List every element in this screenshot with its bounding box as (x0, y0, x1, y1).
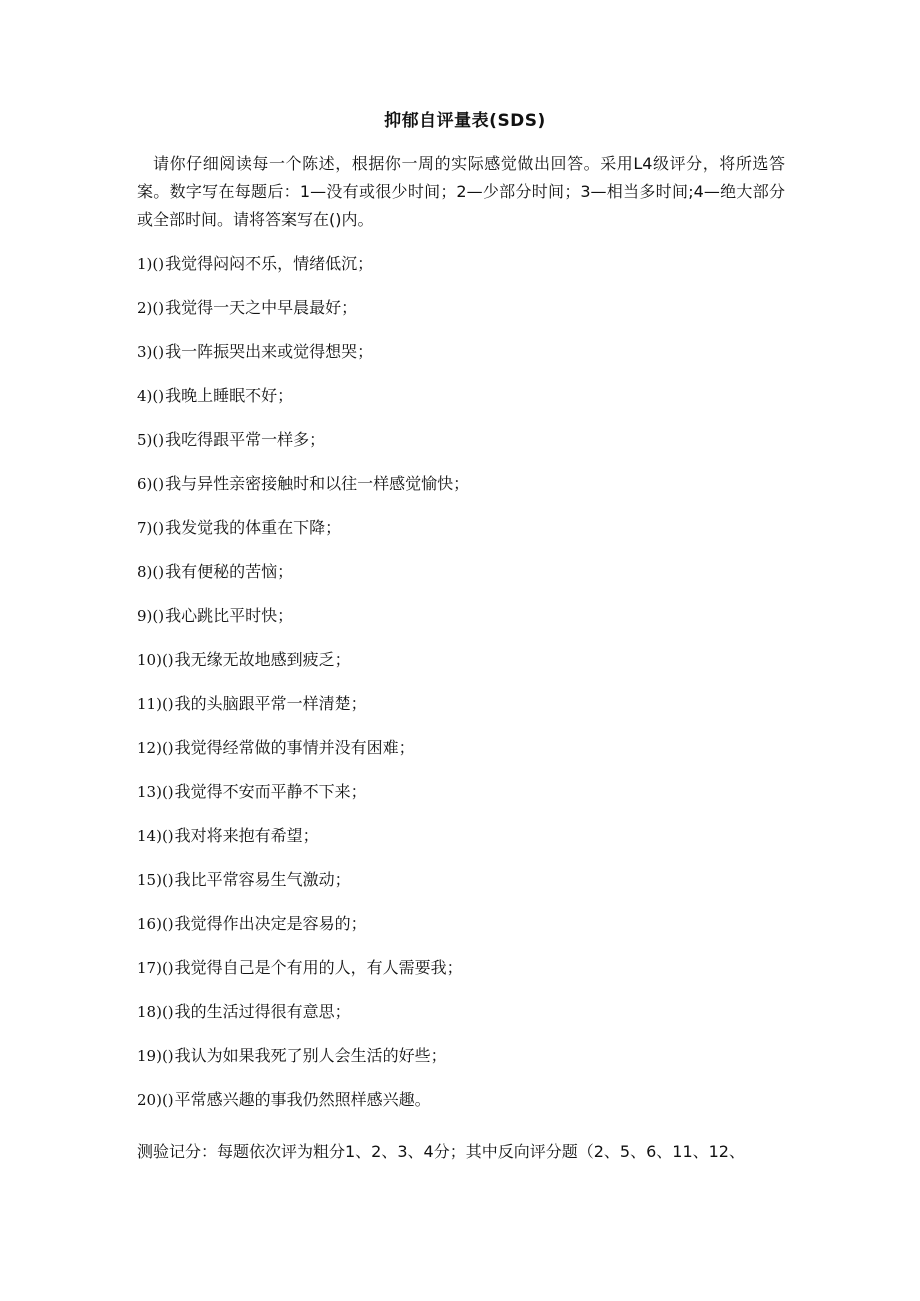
question-item (137, 866, 469, 910)
question-text: 我觉得一天之中早晨最好； (165, 298, 358, 317)
answer-blank: () (152, 607, 165, 625)
answer-blank: () (152, 519, 165, 537)
question-item (137, 382, 469, 426)
question-text: 我晚上睡眠不好； (165, 386, 294, 405)
question-text: 我觉得作出决定是容易的； (174, 914, 367, 933)
answer-blank: () (161, 871, 174, 889)
question-text: 我比平常容易生气激动； (174, 870, 351, 889)
document-title: 抑郁自评量表(SDS) (384, 111, 546, 131)
answer-blank: () (161, 651, 174, 669)
question-number: 9) (137, 607, 153, 625)
answer-blank: () (152, 431, 165, 449)
answer-blank: () (161, 827, 174, 845)
question-number: 13) (137, 783, 162, 801)
question-text: 我心跳比平时快； (165, 606, 294, 625)
question-text: 我觉得闷闷不乐，情绪低沉； (165, 254, 374, 273)
question-text: 我觉得经常做的事情并没有困难； (174, 738, 415, 757)
question-item (137, 426, 469, 470)
question-text: 我与异性亲密接触时和以往一样感觉愉快； (165, 474, 470, 493)
answer-blank: () (161, 1091, 174, 1109)
answer-blank: () (161, 1003, 174, 1021)
question-item (137, 734, 469, 778)
answer-blank: () (161, 695, 174, 713)
answer-blank: () (152, 255, 165, 273)
question-number: 10) (137, 651, 162, 669)
question-number: 11) (137, 695, 162, 713)
instructions-paragraph: 请你仔细阅读每一个陈述，根据你一周的实际感觉做出回答。采用L4级评分，将所选答案。数字写在每题后：1—没有或很少时间；2—少部分时间；3—相当多时间;4—绝大部分或全部时间。请将答案写在()内。 (137, 154, 785, 229)
question-number: 19) (137, 1047, 162, 1065)
answer-blank: () (152, 475, 165, 493)
question-text: 我无缘无故地感到疲乏； (174, 650, 351, 669)
answer-blank: () (161, 739, 174, 757)
question-item (137, 954, 469, 998)
question-number: 12) (137, 739, 162, 757)
answer-blank: () (152, 387, 165, 405)
answer-blank: () (152, 563, 165, 581)
answer-blank: () (161, 783, 174, 801)
question-number: 5) (137, 431, 153, 449)
question-text: 我的生活过得很有意思； (174, 1002, 351, 1021)
question-text: 我的头脑跟平常一样清楚； (174, 694, 367, 713)
answer-blank: () (152, 299, 165, 317)
scoring-note: 测验记分：每题依次评为粗分1、2、3、4分；其中反向评分题（2、5、6、11、12、 (137, 1142, 745, 1161)
question-item (137, 558, 469, 602)
question-number: 4) (137, 387, 153, 405)
question-item (137, 1042, 469, 1086)
question-item (137, 778, 469, 822)
question-item (137, 910, 469, 954)
question-number: 15) (137, 871, 162, 889)
question-item (137, 690, 469, 734)
answer-blank: () (161, 959, 174, 977)
question-item (137, 514, 469, 558)
question-item (137, 470, 469, 514)
question-text: 我对将来抱有希望； (174, 826, 319, 845)
question-text: 我一阵振哭出来或觉得想哭； (165, 342, 374, 361)
question-text: 我觉得自己是个有用的人，有人需要我； (174, 958, 463, 977)
question-text: 我认为如果我死了别人会生活的好些； (174, 1046, 447, 1065)
question-number: 18) (137, 1003, 162, 1021)
question-number: 16) (137, 915, 162, 933)
question-number: 3) (137, 343, 153, 361)
answer-blank: () (152, 343, 165, 361)
question-number: 8) (137, 563, 153, 581)
question-text: 我吃得跟平常一样多； (165, 430, 326, 449)
question-number: 1) (137, 255, 153, 273)
question-number: 2) (137, 299, 153, 317)
question-item (137, 998, 469, 1042)
question-item (137, 250, 469, 294)
answer-blank: () (161, 1047, 174, 1065)
question-item (137, 1086, 469, 1130)
question-text: 我发觉我的体重在下降； (165, 518, 342, 537)
question-item (137, 822, 469, 866)
question-number: 6) (137, 475, 153, 493)
question-item (137, 338, 469, 382)
question-number: 17) (137, 959, 162, 977)
question-item (137, 602, 469, 646)
question-number: 14) (137, 827, 162, 845)
question-number: 20) (137, 1091, 162, 1109)
question-text: 我觉得不安而平静不下来； (174, 782, 367, 801)
answer-blank: () (161, 915, 174, 933)
question-text: 我有便秘的苦恼； (165, 562, 294, 581)
question-list (137, 250, 469, 1130)
question-item (137, 646, 469, 690)
question-item (137, 294, 469, 338)
question-number: 7) (137, 519, 153, 537)
question-text: 平常感兴趣的事我仍然照样感兴趣。 (174, 1090, 431, 1109)
